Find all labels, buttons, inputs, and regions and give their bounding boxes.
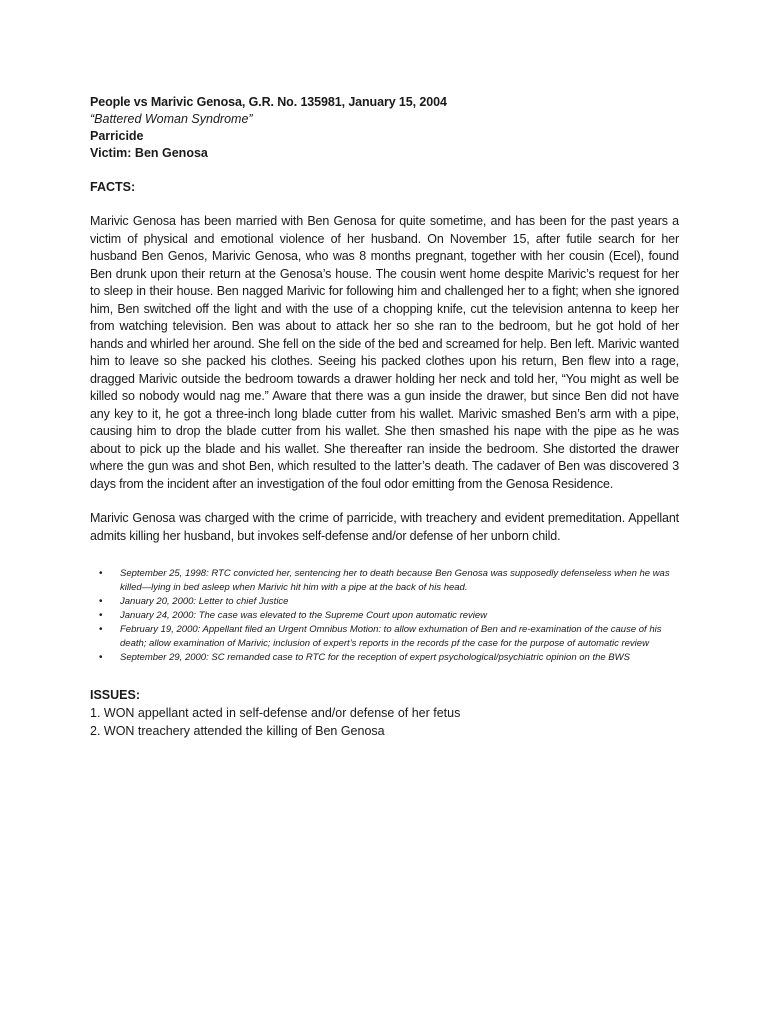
crime-label: Parricide [90, 129, 144, 143]
timeline-text: September 25, 1998: RTC convicted her, sentencing her to death because Ben Genosa was supposedly defenseless when he was killed—lying in bed asleep when Marivic hit him with a pipe at the back of his head. [120, 568, 670, 593]
list-item [99, 595, 679, 609]
issues-heading: ISSUES: [90, 688, 141, 702]
bullet-icon: • [99, 652, 103, 663]
case-subtitle: “Battered Woman Syndrome” [90, 112, 253, 126]
issue-item: 1. WON appellant acted in self-defense and/or defense of her fetus [90, 706, 461, 720]
bullet-icon: • [99, 568, 103, 579]
facts-heading: FACTS: [90, 180, 136, 194]
issue-item: 2. WON treachery attended the killing of Ben Genosa [90, 724, 385, 738]
bullet-icon: • [99, 624, 103, 635]
list-item [99, 623, 679, 651]
victim-label: Victim: Ben Genosa [90, 146, 208, 160]
bullet-icon: • [99, 610, 103, 621]
timeline-text: February 19, 2000: Appellant filed an Urgent Omnibus Motion: to allow exhumation of Ben and re-examination of the cause of his death; allow examination of Marivic; inclusion of expert’s reports in the records pf the case for the purpose of automatic review [120, 624, 662, 649]
list-item [99, 651, 679, 665]
bullet-icon: • [99, 596, 103, 607]
timeline-text: September 29, 2000: SC remanded case to RTC for the reception of expert psychological/psychiatric opinion on the BWS [120, 652, 630, 663]
list-item [99, 567, 679, 595]
timeline-text: January 24, 2000: The case was elevated to the Supreme Court upon automatic review [120, 610, 488, 621]
facts-paragraph-2: Marivic Genosa was charged with the crime of parricide, with treachery and evident premeditation. Appellant admits killing her husband, but invokes self-defense and/or defense of her unborn child. [90, 511, 679, 543]
facts-paragraph-1: Marivic Genosa has been married with Ben Genosa for quite sometime, and has been for the past years a victim of physical and emotional violence of her husband. On November 15, after futile search for her husband Ben Genos, Marivic Genosa, who was 8 months pregnant, together with her cousin (Ecel), found Ben drunk upon their return at the Genosa’s house. The cousin went home despite Marivic’s request for her to sleep in their house. Ben nagged Marivic for following him and challenged her to a fight; when she ignored him, Ben switched off the light and with the use of a chopping knife, cut the television antenna to keep her from watching television. Ben was about to attack her so she ran to the bedroom, but he got hold of her hands and whirled her around. She fell on the side of the bed and screamed for help. Ben left. Marivic wanted him to leave so she packed his clothes. Seeing his packed clothes upon his return, Ben flew into a rage, dragged Marivic outside the bedroom towards a drawer holding her neck and told her, “You might as well be killed so nobody would nag me.” Aware that there was a gun inside the drawer, but since Ben did not have any key to it, he got a three-inch long blade cutter from his wallet. Marivic smashed Ben’s arm with a pipe, causing him to drop the blade cutter from his wallet. She then smashed his nape with the pipe as he was about to pick up the blade and his wallet. She thereafter ran inside the bedroom. She distorted the drawer where the gun was and shot Ben, which resulted to the latter’s death. The cadaver of Ben was discovered 3 days from the incident after an investigation of the foul odor emitting from the Genosa Residence. [90, 214, 679, 491]
timeline-list [90, 567, 679, 665]
timeline-text: January 20, 2000: Letter to chief Justice [120, 596, 289, 607]
issues-section [90, 687, 679, 740]
case-title: People vs Marivic Genosa, G.R. No. 135981, January 15, 2004 [90, 95, 447, 109]
list-item [99, 609, 679, 623]
